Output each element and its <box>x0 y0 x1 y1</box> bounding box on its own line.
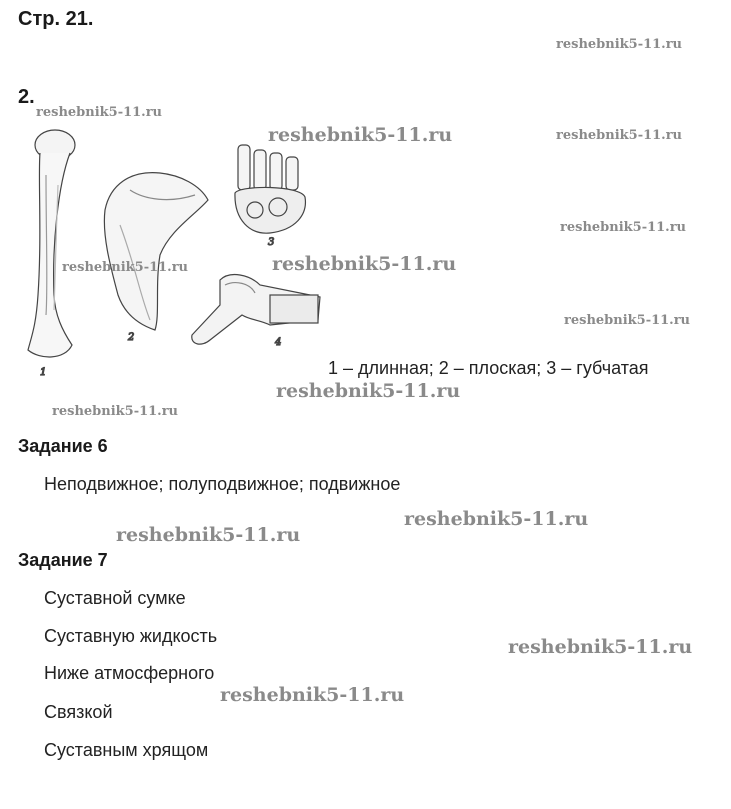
watermark: reshebnik5-11.ru <box>272 253 457 275</box>
watermark: reshebnik5-11.ru <box>52 404 179 419</box>
long-bone-figure <box>28 130 75 357</box>
watermark: reshebnik5-11.ru <box>508 636 693 658</box>
task6-heading: Задание 6 <box>18 436 108 456</box>
watermark: reshebnik5-11.ru <box>116 524 301 546</box>
watermark: reshebnik5-11.ru <box>560 220 687 235</box>
flat-bone-figure <box>104 173 208 330</box>
figure-label-3: 3 <box>268 237 275 248</box>
task7-answer-5: Суставным хрящом <box>44 740 209 760</box>
task7-answer-2: Суставную жидкость <box>44 626 218 646</box>
watermark: reshebnik5-11.ru <box>564 313 691 328</box>
figure-label-2: 2 <box>128 332 135 343</box>
watermark: reshebnik5-11.ru <box>276 380 461 402</box>
watermark: reshebnik5-11.ru <box>62 260 189 275</box>
figure-label-4: 4 <box>275 337 282 348</box>
bones-illustration <box>10 115 330 380</box>
page-title: Стр. 21. <box>18 8 94 30</box>
watermark: reshebnik5-11.ru <box>404 508 589 530</box>
task7-answer-3: Ниже атмосферного <box>44 663 215 683</box>
task6-answer: Неподвижное; полуподвижное; подвижное <box>44 474 401 494</box>
watermark: reshebnik5-11.ru <box>268 124 453 146</box>
task2-number: 2. <box>18 86 35 108</box>
watermark: reshebnik5-11.ru <box>556 128 683 143</box>
watermark: reshebnik5-11.ru <box>556 37 683 52</box>
task7-heading: Задание 7 <box>18 550 108 570</box>
vertebra-figure <box>192 275 320 345</box>
figure-label-1: 1 <box>40 367 47 378</box>
task7-answer-1: Суставной сумке <box>44 588 186 608</box>
task2-answer: 1 – длинная; 2 – плоская; 3 – губчатая <box>328 358 649 378</box>
watermark: reshebnik5-11.ru <box>36 105 163 120</box>
spongy-bone-figure <box>235 145 305 233</box>
task7-answer-4: Связкой <box>44 702 113 722</box>
watermark: reshebnik5-11.ru <box>220 684 405 706</box>
